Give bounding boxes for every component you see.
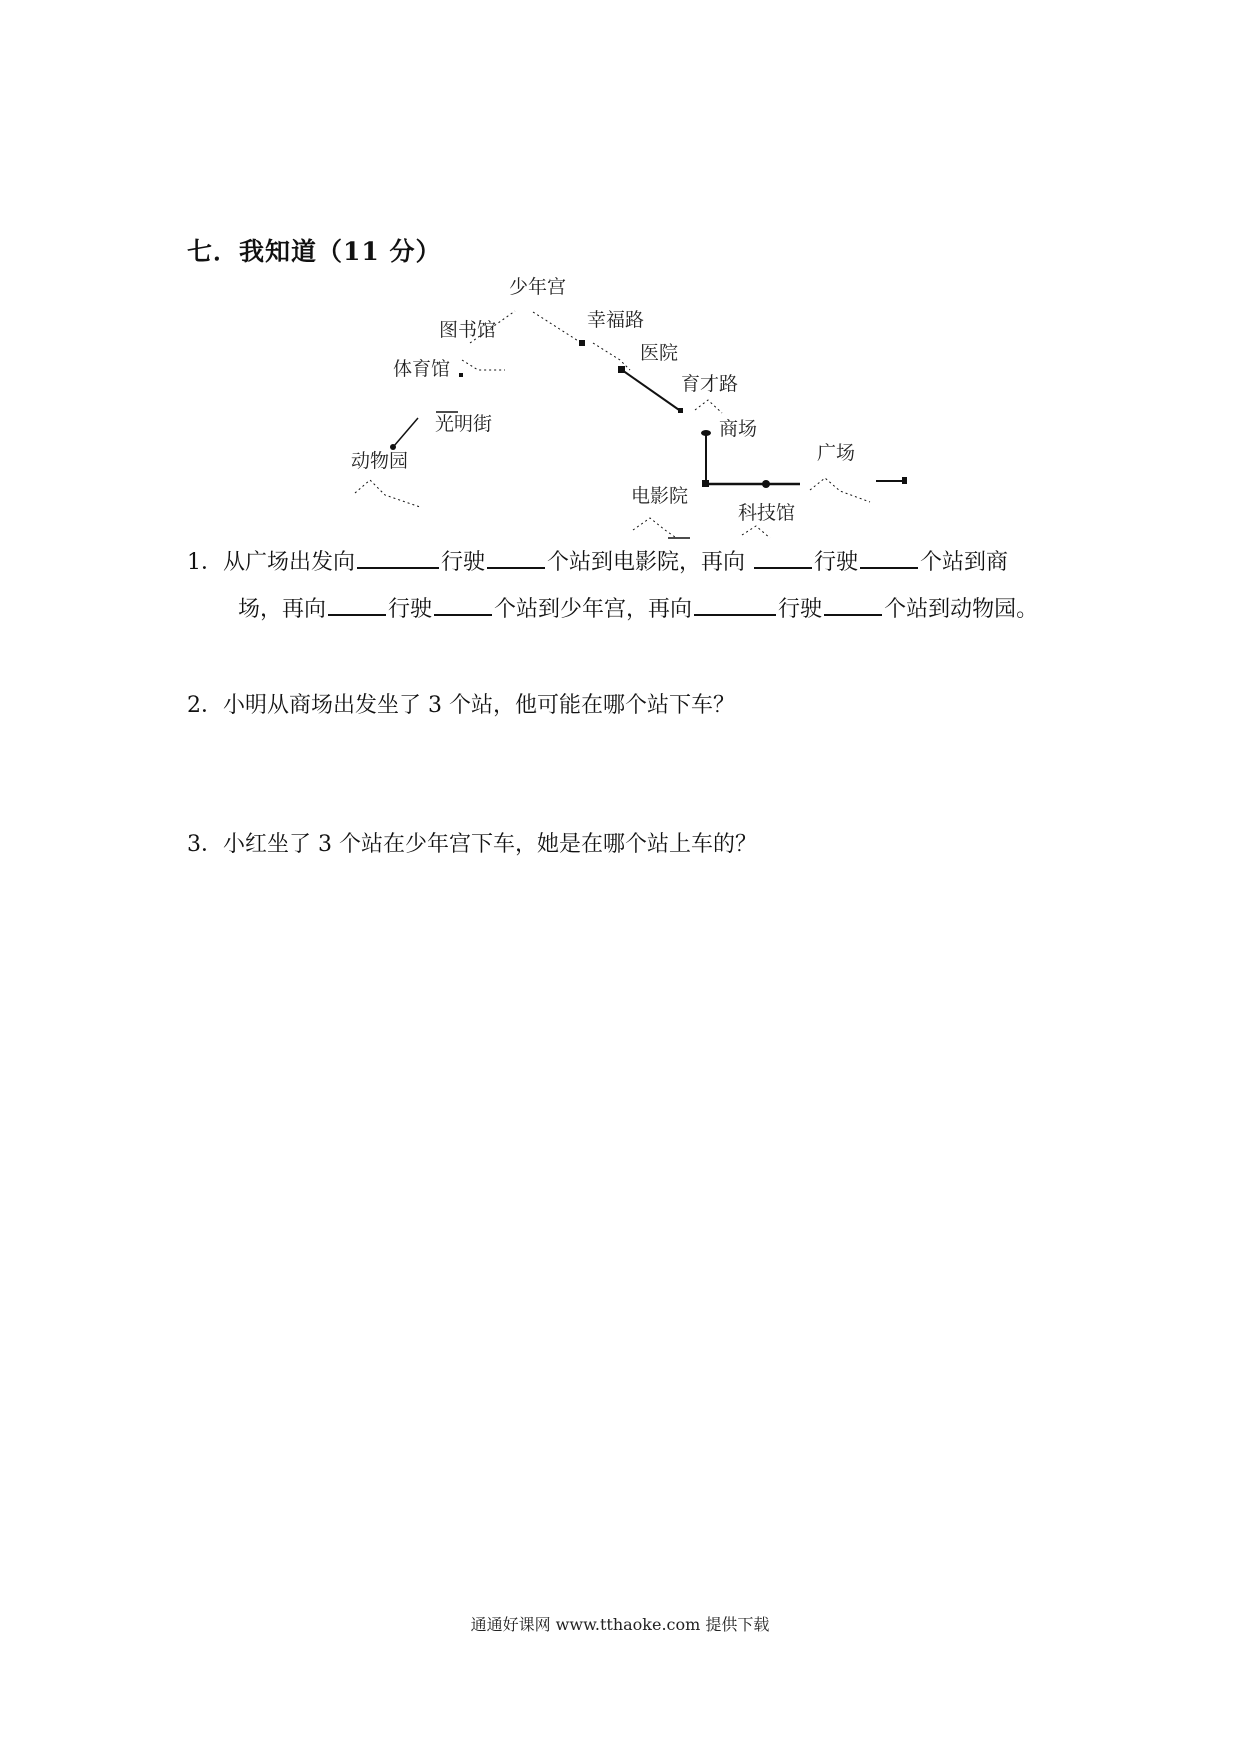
route-segment-guangmingjie-dongwuyuan [394, 418, 418, 446]
question-3 [187, 822, 757, 868]
station-labels [351, 276, 855, 524]
question-text: 个站到电影院，再向 [547, 550, 753, 575]
station-label-tiyuguan: 体育馆 [393, 358, 451, 380]
answer-blank[interactable] [487, 549, 545, 569]
station-marker-shangchang [701, 430, 711, 436]
question-text: 行驶 [388, 597, 433, 622]
question-text: 行驶 [814, 550, 859, 575]
answer-blank[interactable] [694, 596, 776, 616]
answer-blank[interactable] [824, 596, 882, 616]
station-marker-guangchang-end [902, 477, 907, 484]
station-marker-tiyuguan [459, 373, 463, 377]
section-title: 七．我知道（11 分） [187, 237, 442, 266]
station-label-dongwuyuan: 动物园 [351, 450, 409, 472]
station-marker-junction [702, 480, 709, 487]
route-segment-xingfulu-yiyuan [593, 343, 630, 370]
station-label-guangchang: 广场 [817, 442, 856, 464]
answer-blank[interactable] [434, 596, 492, 616]
question-text: 个站到商 [920, 550, 1009, 575]
station-label-guangmingjie: 光明街 [435, 413, 493, 435]
question-text: 个站到动物园。 [884, 597, 1039, 622]
route-segment-yiyuan-yucailu [622, 370, 682, 412]
station-marker-kejiguan [762, 480, 770, 488]
station-label-yucailu: 育才路 [681, 373, 739, 395]
route-segment-tiyuguan-tushuguan [462, 360, 505, 370]
question-text: 行驶 [778, 597, 823, 622]
route-segment-shaoniangong-xingfulu [533, 312, 583, 344]
question-text: 从广场出发向 [223, 550, 356, 575]
station-label-kejiguan: 科技馆 [738, 502, 796, 524]
station-label-shangchang: 商场 [719, 418, 758, 440]
bus-route-map [0, 0, 1240, 600]
question-text: 个站到少年宫，再向 [494, 597, 693, 622]
question-text: 小明从商场出发坐了 3 个站，他可能在哪个站下车？ [223, 693, 735, 718]
answer-blank[interactable] [860, 549, 918, 569]
station-label-shaoniangong: 少年宫 [509, 276, 567, 298]
question-2 [187, 683, 735, 729]
question-number: 2． [187, 693, 223, 718]
question-text: 行驶 [441, 550, 486, 575]
answer-blank[interactable] [357, 549, 439, 569]
question-number: 3． [187, 832, 223, 857]
footer-credit: 通通好课网 www.tthaoke.com 提供下载 [470, 1615, 770, 1634]
route-segment-dongwuyuan-tail [355, 480, 420, 507]
route-segment-dianyingyuan-tail [633, 518, 675, 537]
question-1-line-1 [187, 540, 1008, 586]
route-segment-yucailu-shangchang [695, 400, 722, 413]
route-segment-kejiguan-tail [742, 526, 770, 538]
question-text: 小红坐了 3 个站在少年宫下车，她是在哪个站上车的？ [223, 832, 757, 857]
answer-blank[interactable] [328, 596, 386, 616]
answer-blank[interactable] [754, 549, 812, 569]
station-label-xingfulu: 幸福路 [587, 309, 645, 331]
station-marker-yiyuan [618, 366, 625, 373]
route-segment-guangchang-tail [810, 478, 870, 502]
station-label-tushuguan: 图书馆 [439, 319, 497, 341]
question-text: 场，再向 [238, 597, 327, 622]
station-marker-yucailu [678, 408, 683, 413]
question-1-line-2 [238, 587, 1038, 633]
station-label-dianyingyuan: 电影院 [631, 485, 689, 507]
question-number: 1． [187, 550, 223, 575]
station-label-yiyuan: 医院 [640, 342, 679, 364]
station-marker-xingfulu [579, 340, 585, 346]
